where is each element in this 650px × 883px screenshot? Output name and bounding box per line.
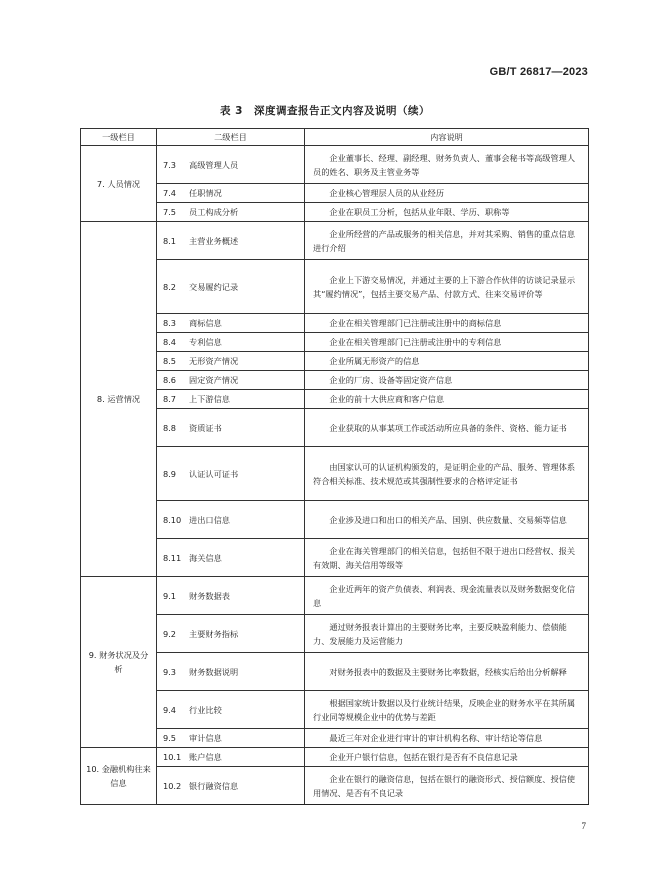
item-number: 7.5 bbox=[163, 207, 177, 217]
item-number: 9.2 bbox=[163, 628, 177, 639]
item-number: 8.4 bbox=[163, 337, 177, 347]
level1-category: 10. 金融机构往来信息 bbox=[81, 748, 157, 805]
table-row bbox=[81, 260, 589, 314]
level1-category: 7. 人员情况 bbox=[81, 146, 157, 222]
table-row bbox=[81, 371, 589, 390]
item-description: 企业在相关管理部门已注册或注册中的专利信息 bbox=[305, 333, 589, 352]
item-name: 银行融资信息 bbox=[189, 780, 239, 791]
level2-item bbox=[157, 748, 305, 767]
item-description: 企业上下游交易情况，并通过主要的上下游合作伙伴的访谈记录显示其“履约情况”，包括主要交易产品、付款方式、往来交易评价等 bbox=[305, 260, 589, 314]
table-row bbox=[81, 203, 589, 222]
table-row bbox=[81, 577, 589, 615]
table-row bbox=[81, 729, 589, 748]
level2-item bbox=[157, 390, 305, 409]
level2-item bbox=[157, 333, 305, 352]
item-name: 主营业务概述 bbox=[189, 235, 239, 246]
item-description: 企业在海关管理部门的相关信息，包括但不限于进出口经营权、报关有效期、海关信用等级等 bbox=[305, 539, 589, 577]
item-description: 企业获取的从事某项工作或活动所应具备的条件、资格、能力证书 bbox=[305, 409, 589, 447]
item-name: 账户信息 bbox=[189, 752, 222, 762]
table-row bbox=[81, 653, 589, 691]
table-row bbox=[81, 691, 589, 729]
table-row bbox=[81, 748, 589, 767]
level2-item bbox=[157, 615, 305, 653]
item-description: 企业在相关管理部门已注册或注册中的商标信息 bbox=[305, 314, 589, 333]
level2-item bbox=[157, 314, 305, 333]
table-row bbox=[81, 146, 589, 184]
table-row bbox=[81, 333, 589, 352]
item-number: 8.5 bbox=[163, 356, 177, 366]
item-number: 9.5 bbox=[163, 733, 177, 743]
item-name: 上下游信息 bbox=[189, 394, 230, 404]
item-description: 对财务报表中的数据及主要财务比率数据，经核实后给出分析解释 bbox=[305, 653, 589, 691]
table-caption: 表 3 深度调查报告正文内容及说明（续） bbox=[220, 105, 430, 117]
level2-item bbox=[157, 539, 305, 577]
level2-item bbox=[157, 352, 305, 371]
level2-item bbox=[157, 729, 305, 748]
column-header-level2: 二级栏目 bbox=[157, 129, 305, 146]
item-description: 企业核心管理层人员的从业经历 bbox=[305, 184, 589, 203]
standard-number: GB/T 26817—2023 bbox=[489, 66, 588, 78]
item-number: 10.2 bbox=[163, 780, 182, 791]
item-number: 8.7 bbox=[163, 394, 177, 404]
item-name: 进出口信息 bbox=[189, 514, 230, 525]
item-description: 由国家认可的认证机构颁发的，是证明企业的产品、服务、管理体系符合相关标准、技术规范或其强制性要求的合格评定证书 bbox=[305, 447, 589, 501]
column-header-description: 内容说明 bbox=[305, 129, 589, 146]
level2-item bbox=[157, 653, 305, 691]
item-description: 企业董事长、经理、副经理、财务负责人、董事会秘书等高级管理人员的姓名、职务及主管业务等 bbox=[305, 146, 589, 184]
table-row bbox=[81, 352, 589, 371]
item-name: 资质证书 bbox=[189, 422, 222, 433]
level2-item bbox=[157, 184, 305, 203]
item-name: 员工构成分析 bbox=[189, 207, 239, 217]
item-name: 审计信息 bbox=[189, 733, 222, 743]
item-description: 企业在银行的融资信息，包括在银行的融资形式、授信额度、授信使用情况、是否有不良记录 bbox=[305, 767, 589, 805]
item-number: 8.8 bbox=[163, 422, 177, 433]
level2-item bbox=[157, 501, 305, 539]
item-number: 9.3 bbox=[163, 666, 177, 677]
item-name: 商标信息 bbox=[189, 318, 222, 328]
item-description: 企业在职员工分析，包括从业年限、学历、职称等 bbox=[305, 203, 589, 222]
table-row bbox=[81, 501, 589, 539]
table-row bbox=[81, 222, 589, 260]
level2-item bbox=[157, 222, 305, 260]
table-row bbox=[81, 314, 589, 333]
table-row bbox=[81, 539, 589, 577]
item-number: 9.1 bbox=[163, 590, 177, 601]
item-name: 专利信息 bbox=[189, 337, 222, 347]
item-number: 8.11 bbox=[163, 552, 182, 563]
content-table bbox=[80, 128, 589, 805]
level2-item bbox=[157, 447, 305, 501]
table-row bbox=[81, 184, 589, 203]
table-row bbox=[81, 767, 589, 805]
item-description: 企业所经营的产品或服务的相关信息，并对其采购、销售的重点信息进行介绍 bbox=[305, 222, 589, 260]
table-body bbox=[81, 146, 589, 805]
item-description: 企业的前十大供应商和客户信息 bbox=[305, 390, 589, 409]
table-row bbox=[81, 390, 589, 409]
column-header-level1: 一级栏目 bbox=[81, 129, 157, 146]
item-description: 企业涉及进口和出口的相关产品、国别、供应数量、交易频等信息 bbox=[305, 501, 589, 539]
table-row bbox=[81, 615, 589, 653]
item-description: 最近三年对企业进行审计的审计机构名称、审计结论等信息 bbox=[305, 729, 589, 748]
item-number: 7.3 bbox=[163, 159, 177, 170]
item-number: 8.3 bbox=[163, 318, 177, 328]
item-name: 固定资产情况 bbox=[189, 375, 239, 385]
level2-item bbox=[157, 691, 305, 729]
table-row bbox=[81, 409, 589, 447]
item-description: 企业近两年的资产负债表、利润表、现金流量表以及财务数据变化信息 bbox=[305, 577, 589, 615]
level1-category: 8. 运营情况 bbox=[81, 222, 157, 577]
item-name: 海关信息 bbox=[189, 552, 222, 563]
item-description: 企业开户银行信息，包括在银行是否有不良信息记录 bbox=[305, 748, 589, 767]
item-name: 无形资产情况 bbox=[189, 356, 239, 366]
item-number: 8.9 bbox=[163, 468, 177, 479]
level1-category: 9. 财务状况及分析 bbox=[81, 577, 157, 748]
item-name: 认证认可证书 bbox=[189, 468, 239, 479]
item-name: 主要财务指标 bbox=[189, 628, 239, 639]
item-number: 8.1 bbox=[163, 235, 177, 246]
item-name: 财务数据表 bbox=[189, 590, 230, 601]
item-name: 任职情况 bbox=[189, 188, 222, 198]
item-description: 企业所属无形资产的信息 bbox=[305, 352, 589, 371]
item-name: 行业比较 bbox=[189, 704, 222, 715]
item-description: 企业的厂房、设备等固定资产信息 bbox=[305, 371, 589, 390]
table-row bbox=[81, 447, 589, 501]
item-number: 8.6 bbox=[163, 375, 177, 385]
item-name: 财务数据说明 bbox=[189, 666, 239, 677]
item-number: 8.10 bbox=[163, 514, 182, 525]
table-header-row bbox=[81, 129, 589, 146]
level2-item bbox=[157, 260, 305, 314]
level2-item bbox=[157, 203, 305, 222]
page-number: 7 bbox=[581, 821, 586, 831]
level2-item bbox=[157, 577, 305, 615]
item-name: 交易履约记录 bbox=[189, 281, 239, 292]
level2-item bbox=[157, 371, 305, 390]
item-description: 根据国家统计数据以及行业统计结果，反映企业的财务水平在其所属行业同等规模企业中的优势与差距 bbox=[305, 691, 589, 729]
item-description: 通过财务报表计算出的主要财务比率，主要反映盈利能力、偿债能力、发展能力及运营能力 bbox=[305, 615, 589, 653]
item-number: 9.4 bbox=[163, 704, 177, 715]
level2-item bbox=[157, 146, 305, 184]
level2-item bbox=[157, 409, 305, 447]
item-number: 7.4 bbox=[163, 188, 177, 198]
item-number: 10.1 bbox=[163, 752, 182, 762]
item-number: 8.2 bbox=[163, 281, 177, 292]
item-name: 高级管理人员 bbox=[189, 159, 239, 170]
level2-item bbox=[157, 767, 305, 805]
